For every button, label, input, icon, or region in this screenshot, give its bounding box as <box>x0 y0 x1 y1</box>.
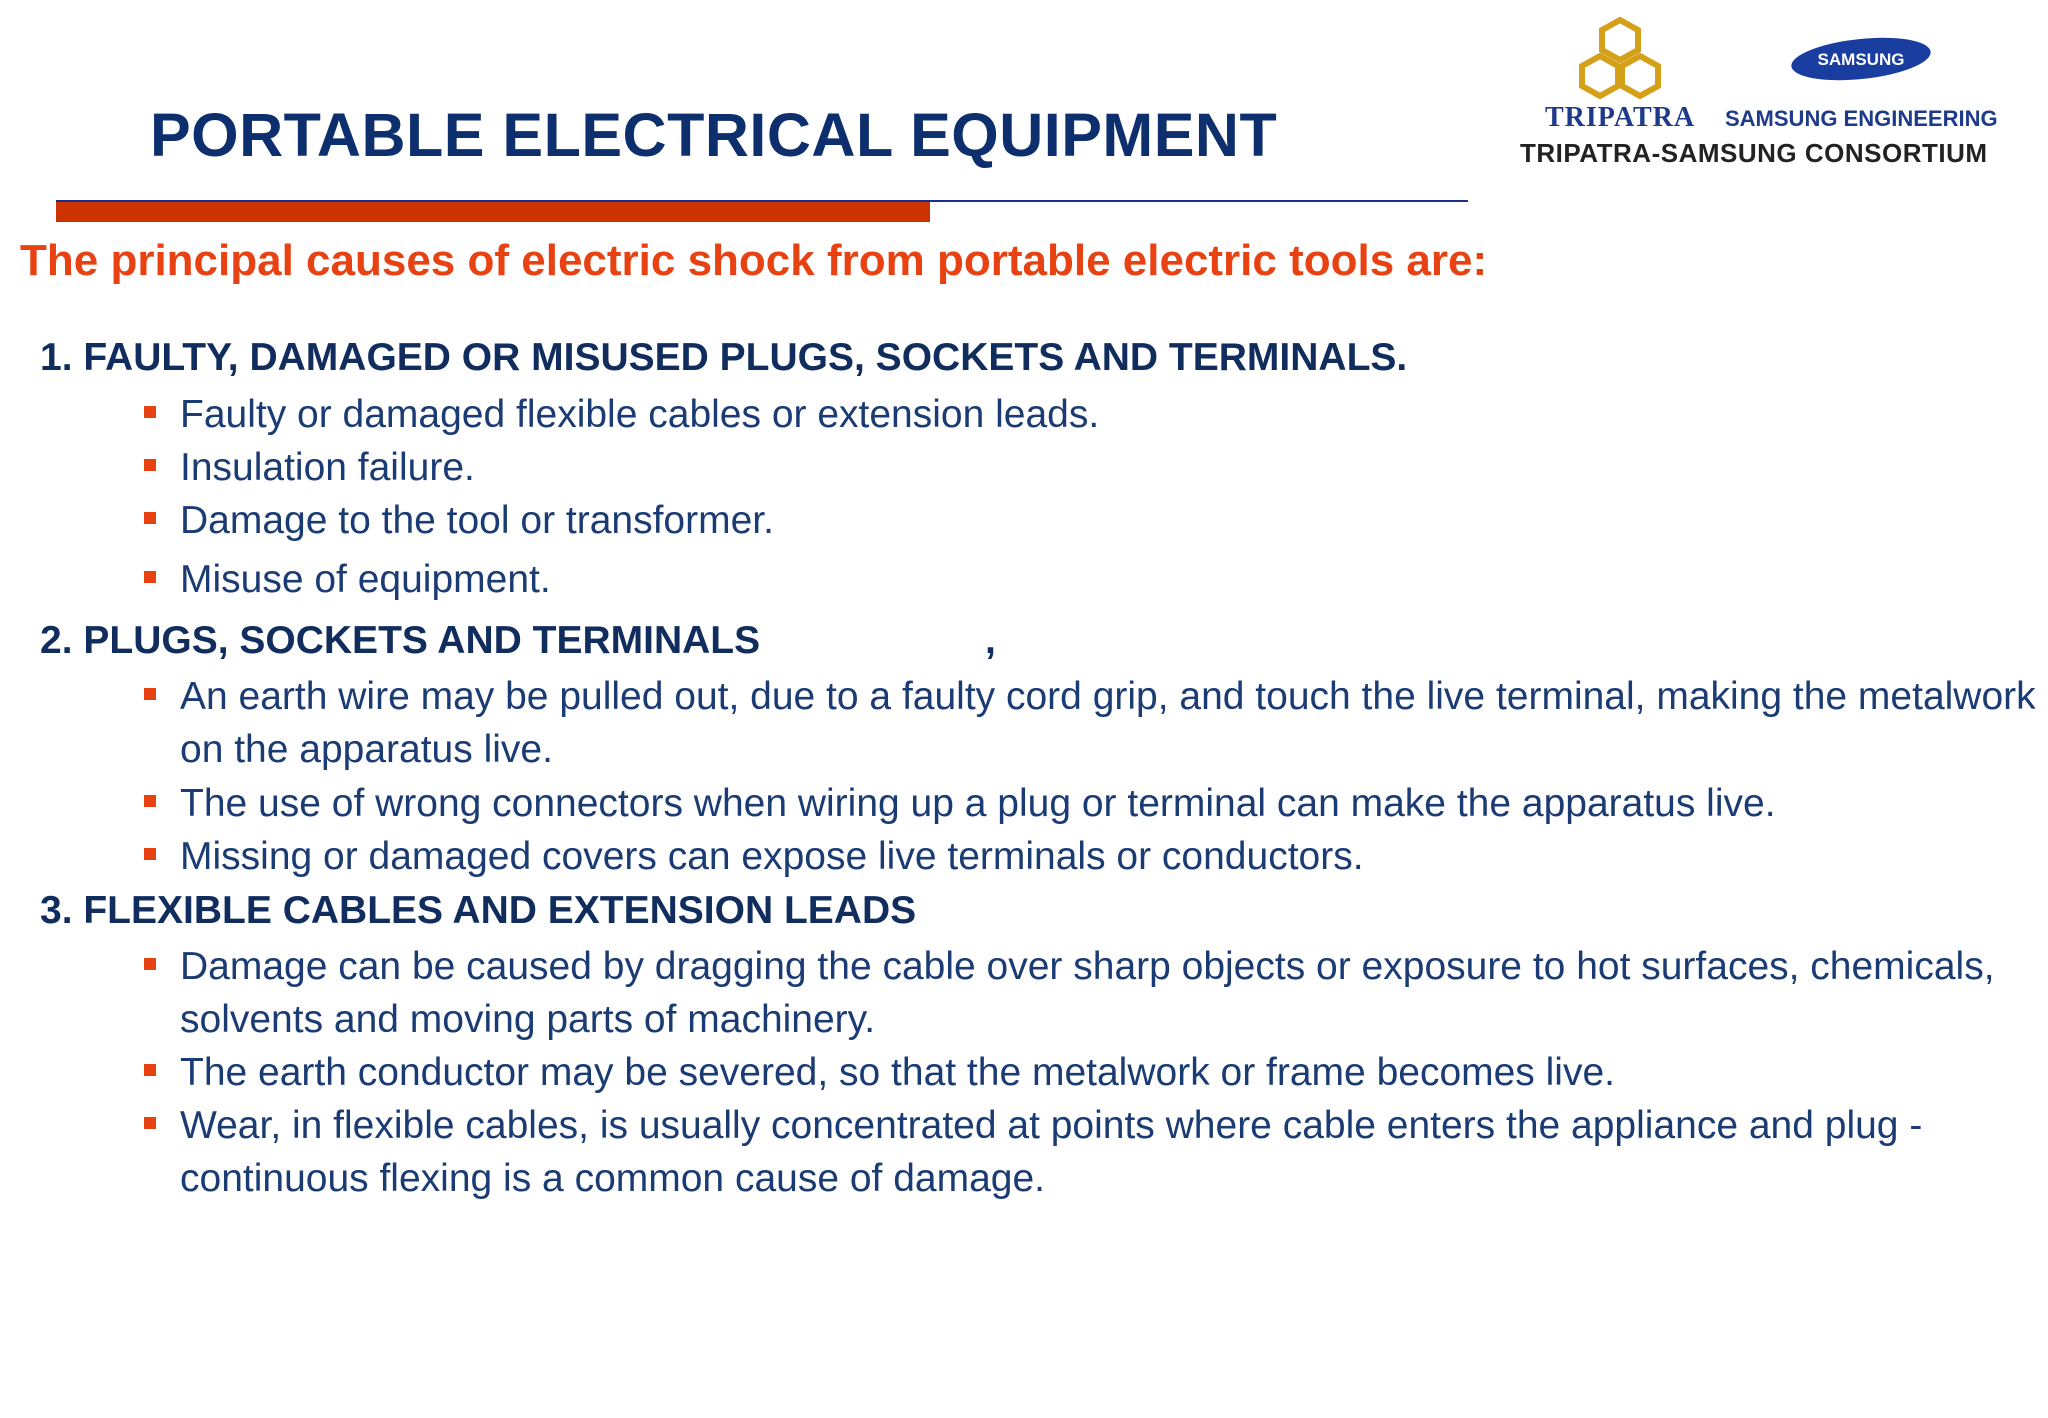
page-title: PORTABLE ELECTRICAL EQUIPMENT <box>150 101 1278 169</box>
samsung-engineering-wordmark: SAMSUNG ENGINEERING <box>1725 106 1998 131</box>
samsung-badge-text: SAMSUNG <box>1817 50 1905 69</box>
list-item: Damage to the tool or transformer. <box>180 494 2040 547</box>
list-item: The use of wrong connectors when wiring up a plug or terminal can make the apparatus live. <box>180 777 2040 830</box>
list-item: Insulation failure. <box>180 441 2040 494</box>
section-heading: 3. FLEXIBLE CABLES AND EXTENSION LEADS <box>40 889 917 932</box>
list-item: Wear, in flexible cables, is usually concentrated at points where cable enters the appliance and plug - continuous flexing is a common cause of damage. <box>180 1099 2040 1205</box>
list-item: Damage can be caused by dragging the cable over sharp objects or exposure to hot surfaces, chemicals, solvents and moving parts of machinery. <box>180 940 2040 1046</box>
section-heading: 1. FAULTY, DAMAGED OR MISUSED PLUGS, SOCKETS AND TERMINALS. <box>40 336 1408 379</box>
list-item: Missing or damaged covers can expose live terminals or conductors. <box>180 830 2040 883</box>
list-item: An earth wire may be pulled out, due to a faulty cord grip, and touch the live terminal, making the metalwork on the apparatus live. <box>180 670 2040 776</box>
tripatra-wordmark: TRIPATRA <box>1545 102 1696 133</box>
list-item: Misuse of equipment. <box>180 553 2040 606</box>
section-heading: 2. PLUGS, SOCKETS AND TERMINALS <box>40 619 761 662</box>
subtitle: The principal causes of electric shock from portable electric tools are: <box>20 236 1488 285</box>
list-item: The earth conductor may be severed, so that the metalwork or frame becomes live. <box>180 1046 2040 1099</box>
consortium-logo <box>1510 10 2030 170</box>
title-accent-bar <box>56 202 930 222</box>
consortium-name: TRIPATRA-SAMSUNG CONSORTIUM <box>1520 138 1988 168</box>
tripatra-hexagon-logo <box>1570 16 1670 102</box>
samsung-logo <box>1788 34 1934 84</box>
heading-suffix: , <box>985 619 996 662</box>
list-item: Faulty or damaged flexible cables or extension leads. <box>180 388 2040 441</box>
